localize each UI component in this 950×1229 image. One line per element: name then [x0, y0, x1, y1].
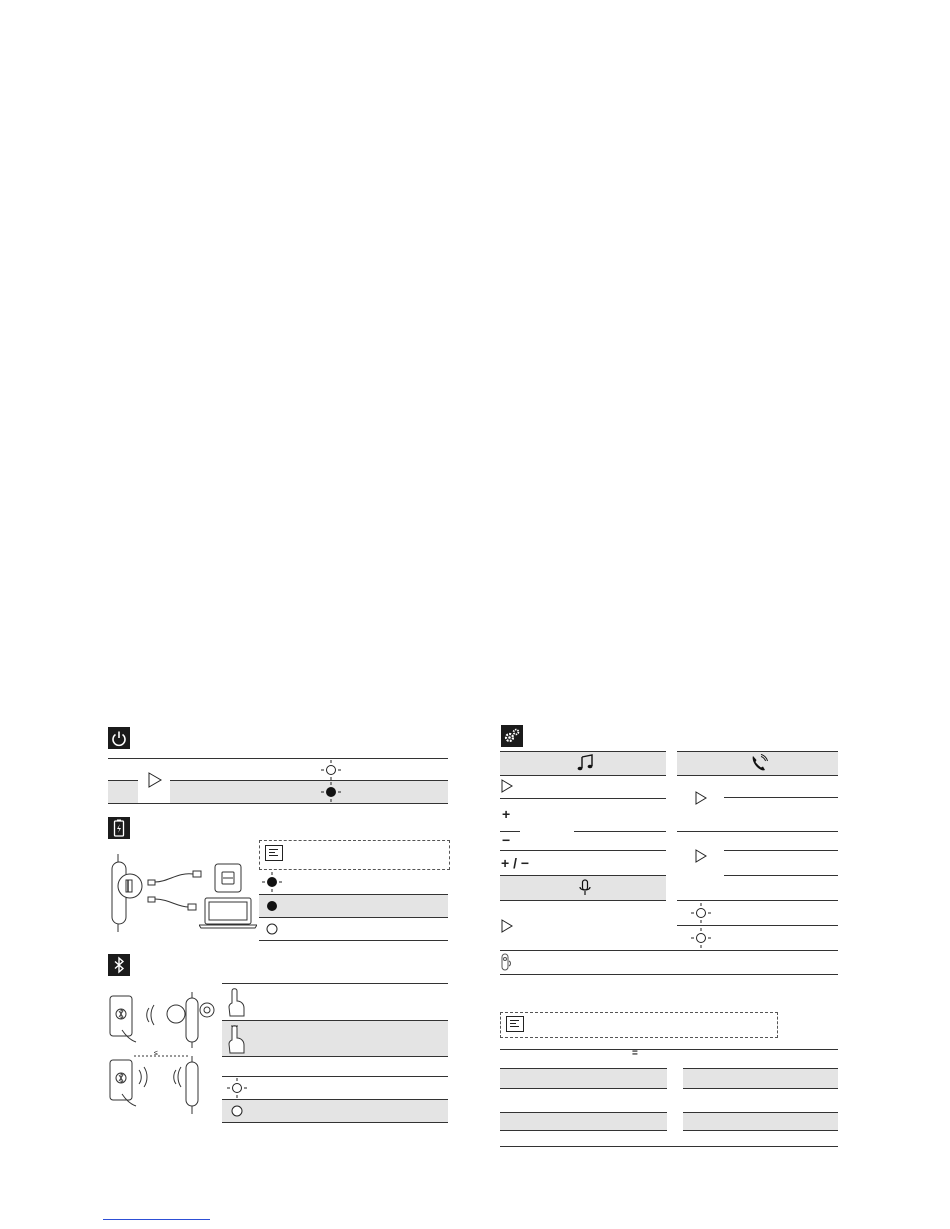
- call-row-1-bottom: [677, 831, 838, 832]
- mic-header-bottom: [500, 900, 666, 901]
- footer-link[interactable]: [103, 1219, 210, 1220]
- power-table-bottom: [108, 803, 448, 804]
- power-section-icon: [108, 727, 130, 749]
- volume-minus-label: −: [502, 832, 511, 848]
- battery-charging-icon: [108, 817, 130, 839]
- volume-plusminus-label: + / −: [501, 855, 530, 871]
- bottom-left-shaded-1: [500, 1068, 667, 1089]
- pairing-illustration: [108, 990, 218, 1120]
- music-play-press-icon: [501, 779, 513, 793]
- call-row-2-mid: [724, 850, 838, 851]
- bt-row-2-bottom: [222, 1056, 448, 1057]
- bottom-table-top: [500, 1049, 838, 1050]
- call-row-3-bottom: [677, 925, 838, 926]
- music-row-top: [500, 775, 666, 776]
- music-row-3-bottom: [500, 850, 666, 851]
- controls-note-box: [500, 1012, 778, 1038]
- led-solid-icon: [266, 900, 278, 912]
- charging-row-shaded: [259, 895, 448, 917]
- bt-led-blinking-icon: [227, 1078, 247, 1098]
- led-off-icon: [266, 923, 278, 935]
- call-row-1-mid: [724, 797, 838, 798]
- charging-table-bottom: [259, 940, 448, 941]
- bottom-right-shaded-2: [683, 1112, 838, 1131]
- press-icon: [146, 771, 164, 789]
- note-icon: [265, 845, 283, 861]
- charging-row-2-bottom: [259, 917, 448, 918]
- call-row-top: [677, 775, 838, 776]
- bluetooth-icon: [108, 954, 130, 976]
- distance-label: ≤: [154, 1050, 158, 1057]
- bt-row-shaded: [222, 1021, 448, 1056]
- mic-press-icon: [501, 919, 513, 933]
- led-blinking-dark-icon: [262, 872, 282, 892]
- note-icon: [506, 1016, 524, 1032]
- controls-row-full-top: [500, 950, 838, 951]
- led-blinking-icon: [321, 760, 341, 780]
- volume-plus-label: +: [502, 806, 511, 822]
- led-on-icon: [321, 782, 341, 802]
- microphone-icon: [578, 879, 592, 897]
- controls-section-icon: [501, 725, 523, 747]
- power-row-divider-right: [170, 780, 448, 781]
- charging-section-icon: [108, 817, 130, 839]
- bottom-left-shaded-2: [500, 1112, 667, 1131]
- bt-table-bottom: [222, 1122, 448, 1123]
- music-row-1-bottom: [500, 798, 666, 799]
- finger-press-icon: [226, 987, 246, 1017]
- voice-assistant-icon: [501, 953, 513, 971]
- music-note-icon: [576, 754, 594, 772]
- call-answer-press-icon: [695, 791, 707, 805]
- laptop-icon: [199, 897, 257, 929]
- equals-label: =: [632, 1048, 638, 1059]
- gears-icon: [501, 725, 523, 747]
- call-row-2-mid-2: [724, 875, 838, 876]
- bottom-right-shaded-1: [683, 1068, 838, 1089]
- call-led-blinking-icon-2: [691, 928, 711, 948]
- finger-hold-icon: [226, 1024, 246, 1054]
- charging-note-box: [259, 840, 450, 870]
- phone-call-icon: [750, 754, 768, 772]
- bt-row-3-bottom: [222, 1076, 448, 1077]
- call-row-2-bottom: [677, 900, 838, 901]
- bt-row-shaded-2: [222, 1100, 448, 1122]
- power-row-divider-left: [108, 780, 138, 781]
- bt-led-off-icon: [231, 1105, 243, 1117]
- call-reject-press-icon: [695, 849, 707, 863]
- bt-table-top: [222, 983, 448, 984]
- bluetooth-section-icon: [108, 954, 130, 976]
- bottom-table-bottom: [500, 1146, 838, 1147]
- music-row-2-split-right: [574, 831, 666, 832]
- power-icon: [108, 727, 130, 749]
- call-led-blinking-icon: [691, 903, 711, 923]
- controls-table-bottom: [500, 974, 838, 975]
- wall-adapter-icon: [214, 863, 242, 893]
